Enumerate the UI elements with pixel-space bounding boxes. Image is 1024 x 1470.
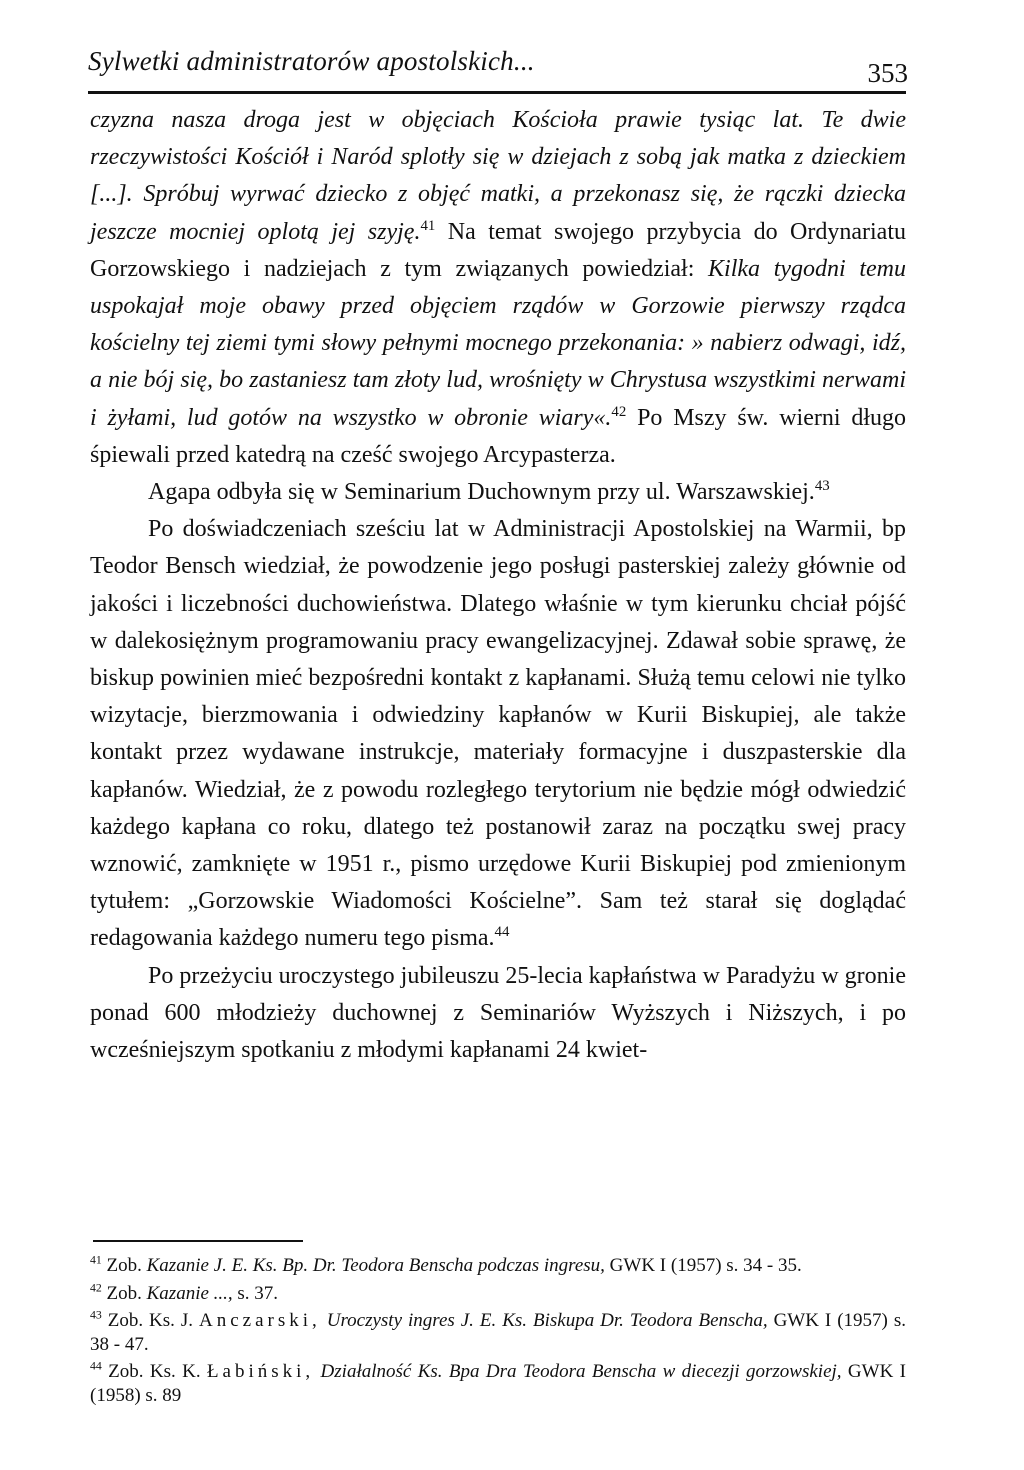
footnote-source: GWK I (1957) s. 38 - 47.	[90, 1310, 906, 1355]
paragraph-2	[90, 474, 906, 511]
paragraph-3-text: Po doświadczeniach sześciu lat w Administracji Apostolskiej na Warmii, bp Teodor Bensch wiedział, że powodzenie jego posługi pasterskiej zależy głównie od jakości i liczebności duchowieństwa. Dlatego właśnie w tym kierunku chciał pójść w dalekosiężnym programowaniu pracy ewangelizacyjnej. Zdawał sobie sprawę, że biskup powinien mieć bezpośredni kontakt z kapłanami. Służą temu celowi nie tylko wizytacje, bierzmowania i odwiedziny kapłanów w Kurii Biskupiej, ale także kontakt przez wydawane instrukcje, materiały formacyjne i duszpasterskie dla kapłanów. Wiedział, że z powodu rozległego terytorium nie będzie mógł odwiedzić każdego kapłana co roku, dlatego też postanowił zaraz na początku swej pracy wznowić, zamknięte w 1951 r., pismo urzędowe Kurii Biskupiej pod zmienionym tytułem: „Gorzowskie Wiadomości Kościelne”. Sam też starał się doglądać redagowania każdego numeru tego pisma.	[90, 516, 906, 952]
footnote-source: GWK I (1957) s. 34 - 35.	[604, 1255, 802, 1276]
footnote-41	[90, 1254, 906, 1278]
footnote-author: Łabiński,	[206, 1361, 315, 1382]
footnote-rule	[93, 1240, 303, 1242]
footnote-43	[90, 1309, 906, 1356]
footnote-title: Kazanie ...,	[146, 1282, 233, 1304]
footnote-text: Zob.	[106, 1255, 147, 1276]
footnote-ref-43[interactable]: 43	[814, 478, 830, 495]
footnote-text: Zob. Ks. J.	[107, 1310, 199, 1331]
footnote-source: GWK I (1958) s. 89	[90, 1361, 906, 1406]
footnote-44	[90, 1360, 906, 1407]
paragraph-1-tail: Po Mszy św. wierni długo śpiewali przed katedrą na cześć swojego Arcypasterza.	[90, 404, 906, 468]
paragraph-4-text: Po przeżyciu uroczystego jubileuszu 25-lecia kapłaństwa w Paradyżu w gronie ponad 600 młodzieży duchownej z Seminariów Wyższych i Niższych, i po wcześniejszym spotkaniu z młodymi kapłanami 24 kwiet-	[90, 962, 906, 1064]
footnotes	[90, 1254, 906, 1411]
footnote-number: 43	[90, 1308, 102, 1322]
running-title: Sylwetki administratorów apostolskich...	[88, 46, 535, 76]
footnote-text: Zob.	[106, 1282, 147, 1304]
footnote-title: Kazanie J. E. Ks. Bp. Dr. Teodora Benscha podczas ingresu,	[146, 1255, 605, 1276]
footnote-ref-41[interactable]: 41	[420, 217, 436, 234]
page-number: 353	[867, 58, 908, 88]
footnote-text: Zob. Ks. K.	[108, 1361, 207, 1382]
footnote-ref-42[interactable]: 42	[611, 403, 627, 420]
footnote-ref-44[interactable]: 44	[494, 924, 510, 941]
footnote-number: 42	[90, 1281, 102, 1295]
italic-quote-1: czyzna nasza droga jest w objęciach Kościoła prawie tysiąc lat. Te dwie rzeczywistości Kościół i Naród splotły się w dziejach z sobą jak matka z dzieckiem [...]. Spróbuj wyrwać dziecko z objęć matki, a przekonasz się, że rączki dziecka jeszcze mocniej oplotą jej szyję.	[90, 107, 906, 245]
header-rule	[88, 91, 906, 94]
body-text	[90, 102, 906, 1069]
footnote-title: Działalność Ks. Bpa Dra Teodora Benscha w diecezji gorzowskiej,	[314, 1361, 842, 1382]
footnote-author: Anczarski,	[199, 1310, 321, 1331]
footnote-number: 41	[90, 1253, 102, 1267]
footnote-42	[90, 1282, 906, 1306]
paragraph-2-text: Agapa odbyła się w Seminarium Duchownym przy ul. Warszawskiej.	[148, 479, 815, 506]
footnote-title: Uroczysty ingres J. E. Ks. Biskupa Dr. Teodora Benscha,	[320, 1310, 768, 1331]
paragraph-4	[90, 958, 906, 1070]
footnote-source: s. 37.	[232, 1282, 279, 1304]
paragraph-3	[90, 511, 906, 957]
footnote-number: 44	[90, 1359, 102, 1373]
paragraph-1	[90, 102, 906, 474]
italic-quote-2: Kilka tygodni temu uspokajał moje obawy przed objęciem rządów w Gorzowie pierwszy rządca kościelny tej ziemi tymi słowy pełnymi mocnego przekonania: » nabierz odwagi, idź, a nie bój się, bo zastaniesz tam złoty lud, wrośnięty w Chrystusa wszystkimi nerwami i żyłami, lud gotów na wszystko w obronie wiary«.	[90, 255, 906, 431]
paragraph-1-text: Na temat swojego przybycia do Ordynariatu Gorzowskiego i nadziejach z tym związanych powiedział:	[90, 218, 907, 282]
